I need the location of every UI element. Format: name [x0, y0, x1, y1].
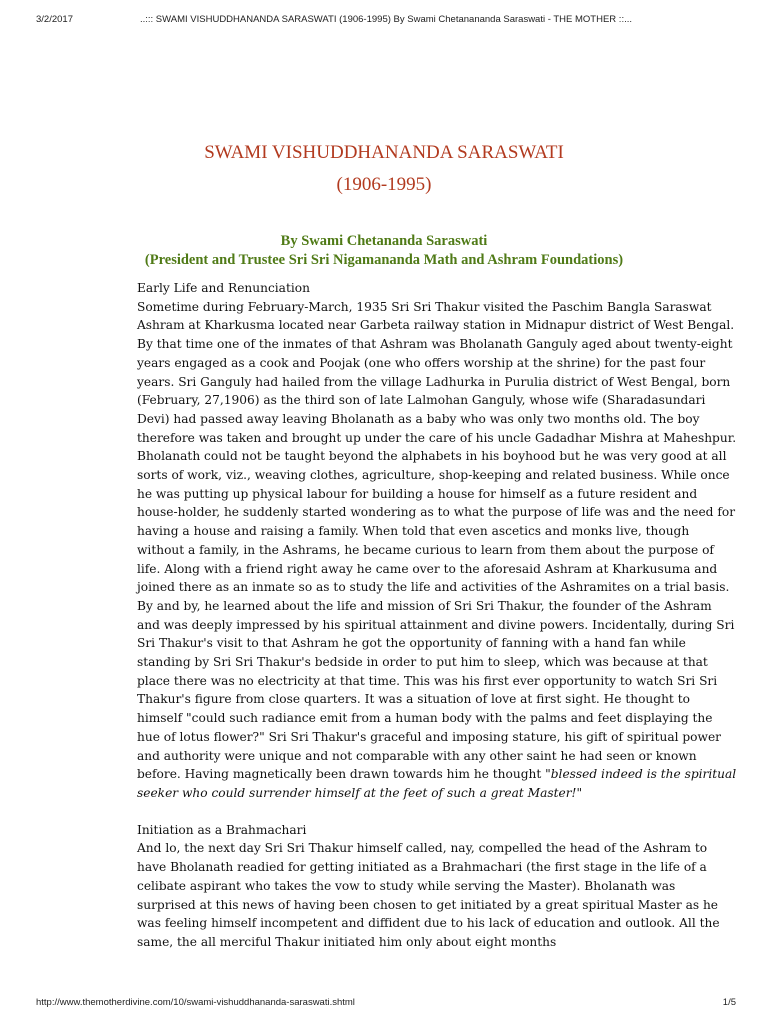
article-body — [137, 279, 737, 952]
print-date: 3/2/2017 — [36, 14, 73, 25]
article-years: (1906-1995) — [336, 174, 432, 195]
italic-quote: blessed indeed is the spiritual seeker who could surrender himself at the feet of such a great Master! — [137, 767, 737, 800]
closing-quote-mark: " — [576, 785, 583, 800]
article-title: SWAMI VISHUDDHANANDA SARASWATI — [204, 142, 564, 163]
author-line: By Swami Chetananda Saraswati — [280, 233, 488, 249]
page-url: http://www.themotherdivine.com/10/swami-vishuddhananda-saraswati.shtml — [36, 997, 355, 1008]
section-heading-early-life: Early Life and Renunciation — [137, 281, 310, 295]
section-paragraph-early-life — [137, 298, 737, 803]
print-footer — [36, 997, 736, 1011]
print-page-title: ..::: SWAMI VISHUDDHANANDA SARASWATI (1906-1995) By Swami Chetanananda Saraswati - THE MOTHER ::... — [139, 14, 633, 25]
section-heading-initiation: Initiation as a Brahmachari — [137, 822, 307, 837]
article-byline-block — [0, 232, 768, 270]
print-header — [36, 14, 736, 28]
section-spacer — [137, 803, 737, 821]
page-number: 1/5 — [722, 997, 736, 1008]
paragraph-text: Sometime during February-March, 1935 Sri Sri Thakur visited the Paschim Bangla Saraswat Ashram at Kharkusma located near Garbeta railway station in Midnapur district of West Bengal. By that time one of the inmates of that Ashram was Bholanath Ganguly aged about twenty-eight years engaged as a cook and Poojak (one who offers worship at the shrine) for the past four years. Sri Ganguly had hailed from the village Ladhurka in Purulia district of West Bengal, born (February, 27,1906) as the third son of late Lalmohan Ganguly, whose wife (Sharadasundari Devi) had passed away leaving Bholanath as a baby who was only two months old. The boy therefore was taken and brought up under the care of his uncle Gadadhar Mishra at Maheshpur. Bholanath could not be taught beyond the alphabets in his boyhood but he was very good at all sorts of work, viz., weaving clothes, agriculture, shop-keeping and related business. While once he was putting up physical labour for building a house for himself as a future resident and house-holder, he suddenly started wondering as to what the purpose of life was and the need for having a house and raising a family. When told that even ascetics and monks live, though without a family, in the Ashrams, he became curious to learn from them about the purpose of life. Along with a friend right away he came over to the aforesaid Ashram at Kharkusuma and joined there as an inmate so as to study the life and activities of the Ashramites on a trial basis. By and by, he learned about the life and mission of Sri Sri Thakur, the founder of the Ashram and was deeply impressed by his spiritual attainment and divine powers. Incidentally, during Sri Sri Thakur's visit to that Ashram he got the opportunity of fanning with a hand fan while standing by Sri Sri Thakur's bedside in order to put him to sleep, which was because at that place there was no electricity at that time. This was his first ever opportunity to watch Sri Sri Thakur's figure from close quarters. It was a situation of love at first sight. He thought to himself "could such radiance emit from a human body with the palms and feet displaying the hue of lotus flower?" Sri Sri Thakur's graceful and imposing stature, his gift of spiritual power and authority were unique and not comparable with any other saint he had seen or known before. Having magnetically been drawn towards him he thought " — [137, 299, 737, 782]
author-affiliation: (President and Trustee Sri Sri Nigamananda Math and Ashram Foundations) — [144, 252, 624, 268]
section-paragraph-initiation: And lo, the next day Sri Sri Thakur himself called, nay, compelled the head of the Ashram to have Bholanath readied for getting initiated as a Brahmachari (the first stage in the life of a celibate aspirant who takes the vow to study while serving the Master). Bholanath was surprised at this news of having been chosen to get initiated by a great spiritual Master as he was feeling himself incompetent and diffident due to his lack of education and outlook. All the same, the all merciful Thakur initiated him only about eight months — [137, 841, 720, 949]
